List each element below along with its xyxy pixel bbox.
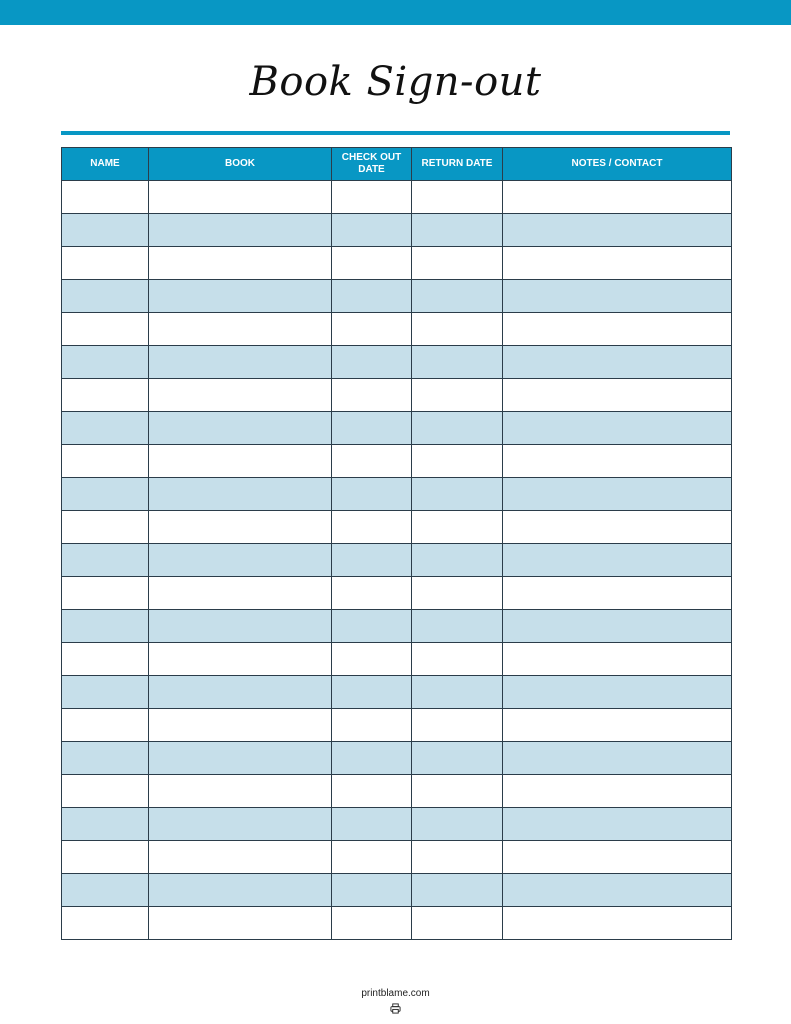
cell-name: [62, 643, 149, 676]
cell-check-out-date: [332, 346, 412, 379]
cell-return-date: [412, 412, 503, 445]
top-accent-bar: [0, 0, 791, 25]
column-header-notes-contact: NOTES / CONTACT: [503, 148, 732, 181]
cell-return-date: [412, 280, 503, 313]
cell-check-out-date: [332, 709, 412, 742]
table-row: [62, 775, 732, 808]
cell-check-out-date: [332, 247, 412, 280]
table-row: [62, 874, 732, 907]
table-row: [62, 313, 732, 346]
page-title: Book Sign-out: [249, 59, 542, 105]
cell-book: [149, 577, 332, 610]
cell-notes-contact: [503, 643, 732, 676]
cell-book: [149, 247, 332, 280]
cell-return-date: [412, 874, 503, 907]
cell-notes-contact: [503, 874, 732, 907]
cell-check-out-date: [332, 544, 412, 577]
printer-icon: [390, 1003, 401, 1014]
cell-notes-contact: [503, 577, 732, 610]
cell-notes-contact: [503, 841, 732, 874]
cell-check-out-date: [332, 841, 412, 874]
cell-return-date: [412, 478, 503, 511]
cell-name: [62, 841, 149, 874]
table-row: [62, 181, 732, 214]
cell-return-date: [412, 313, 503, 346]
cell-return-date: [412, 445, 503, 478]
cell-book: [149, 214, 332, 247]
cell-check-out-date: [332, 577, 412, 610]
cell-book: [149, 478, 332, 511]
cell-name: [62, 445, 149, 478]
cell-name: [62, 577, 149, 610]
cell-check-out-date: [332, 610, 412, 643]
cell-return-date: [412, 379, 503, 412]
cell-book: [149, 379, 332, 412]
cell-name: [62, 412, 149, 445]
cell-name: [62, 709, 149, 742]
cell-check-out-date: [332, 808, 412, 841]
table-row: [62, 214, 732, 247]
sign-out-table: [61, 147, 732, 940]
cell-return-date: [412, 907, 503, 940]
table-row: [62, 379, 732, 412]
cell-name: [62, 280, 149, 313]
cell-name: [62, 676, 149, 709]
cell-name: [62, 808, 149, 841]
cell-notes-contact: [503, 181, 732, 214]
cell-notes-contact: [503, 775, 732, 808]
cell-book: [149, 808, 332, 841]
cell-name: [62, 775, 149, 808]
cell-notes-contact: [503, 346, 732, 379]
cell-notes-contact: [503, 907, 732, 940]
cell-name: [62, 610, 149, 643]
footer-url: printblame.com: [361, 988, 430, 999]
column-header-check-out-date: CHECK OUT DATE: [332, 148, 412, 181]
cell-notes-contact: [503, 412, 732, 445]
cell-name: [62, 247, 149, 280]
cell-return-date: [412, 247, 503, 280]
cell-book: [149, 445, 332, 478]
cell-book: [149, 676, 332, 709]
cell-notes-contact: [503, 511, 732, 544]
cell-book: [149, 346, 332, 379]
cell-check-out-date: [332, 280, 412, 313]
cell-check-out-date: [332, 907, 412, 940]
table-row: [62, 709, 732, 742]
cell-check-out-date: [332, 379, 412, 412]
cell-notes-contact: [503, 313, 732, 346]
cell-book: [149, 610, 332, 643]
cell-return-date: [412, 577, 503, 610]
cell-name: [62, 313, 149, 346]
cell-notes-contact: [503, 280, 732, 313]
table-row: [62, 412, 732, 445]
cell-return-date: [412, 742, 503, 775]
cell-book: [149, 709, 332, 742]
cell-book: [149, 181, 332, 214]
cell-notes-contact: [503, 610, 732, 643]
cell-book: [149, 544, 332, 577]
cell-name: [62, 907, 149, 940]
table-row: [62, 511, 732, 544]
cell-check-out-date: [332, 676, 412, 709]
cell-notes-contact: [503, 808, 732, 841]
cell-book: [149, 841, 332, 874]
table-row: [62, 478, 732, 511]
table-row: [62, 577, 732, 610]
cell-return-date: [412, 808, 503, 841]
table-row: [62, 544, 732, 577]
table-row: [62, 742, 732, 775]
cell-return-date: [412, 643, 503, 676]
cell-notes-contact: [503, 445, 732, 478]
cell-book: [149, 907, 332, 940]
cell-return-date: [412, 709, 503, 742]
cell-notes-contact: [503, 247, 732, 280]
table-row: [62, 445, 732, 478]
cell-check-out-date: [332, 874, 412, 907]
table-row: [62, 907, 732, 940]
cell-book: [149, 643, 332, 676]
cell-check-out-date: [332, 478, 412, 511]
table-row: [62, 280, 732, 313]
table-row: [62, 808, 732, 841]
cell-check-out-date: [332, 181, 412, 214]
cell-check-out-date: [332, 313, 412, 346]
cell-return-date: [412, 346, 503, 379]
column-header-name: NAME: [62, 148, 149, 181]
cell-return-date: [412, 841, 503, 874]
cell-check-out-date: [332, 214, 412, 247]
cell-return-date: [412, 775, 503, 808]
cell-check-out-date: [332, 643, 412, 676]
cell-return-date: [412, 610, 503, 643]
cell-name: [62, 379, 149, 412]
table-row: [62, 610, 732, 643]
cell-check-out-date: [332, 412, 412, 445]
cell-book: [149, 280, 332, 313]
cell-name: [62, 478, 149, 511]
cell-notes-contact: [503, 379, 732, 412]
cell-name: [62, 874, 149, 907]
cell-book: [149, 874, 332, 907]
table-row: [62, 247, 732, 280]
cell-return-date: [412, 181, 503, 214]
cell-name: [62, 511, 149, 544]
cell-check-out-date: [332, 742, 412, 775]
cell-notes-contact: [503, 544, 732, 577]
cell-return-date: [412, 544, 503, 577]
cell-notes-contact: [503, 214, 732, 247]
title-underline-rule: [61, 131, 730, 135]
cell-book: [149, 775, 332, 808]
cell-name: [62, 544, 149, 577]
cell-return-date: [412, 214, 503, 247]
table-header-row: [62, 148, 732, 181]
table-row: [62, 346, 732, 379]
table-row: [62, 676, 732, 709]
cell-book: [149, 313, 332, 346]
cell-notes-contact: [503, 478, 732, 511]
cell-name: [62, 181, 149, 214]
cell-name: [62, 346, 149, 379]
cell-name: [62, 742, 149, 775]
table-row: [62, 643, 732, 676]
cell-return-date: [412, 511, 503, 544]
cell-book: [149, 412, 332, 445]
cell-name: [62, 214, 149, 247]
cell-notes-contact: [503, 676, 732, 709]
cell-book: [149, 511, 332, 544]
cell-notes-contact: [503, 709, 732, 742]
cell-book: [149, 742, 332, 775]
cell-check-out-date: [332, 511, 412, 544]
cell-return-date: [412, 676, 503, 709]
table-row: [62, 841, 732, 874]
cell-check-out-date: [332, 445, 412, 478]
column-header-return-date: RETURN DATE: [412, 148, 503, 181]
column-header-book: BOOK: [149, 148, 332, 181]
table-body: [62, 181, 732, 940]
cell-check-out-date: [332, 775, 412, 808]
cell-notes-contact: [503, 742, 732, 775]
